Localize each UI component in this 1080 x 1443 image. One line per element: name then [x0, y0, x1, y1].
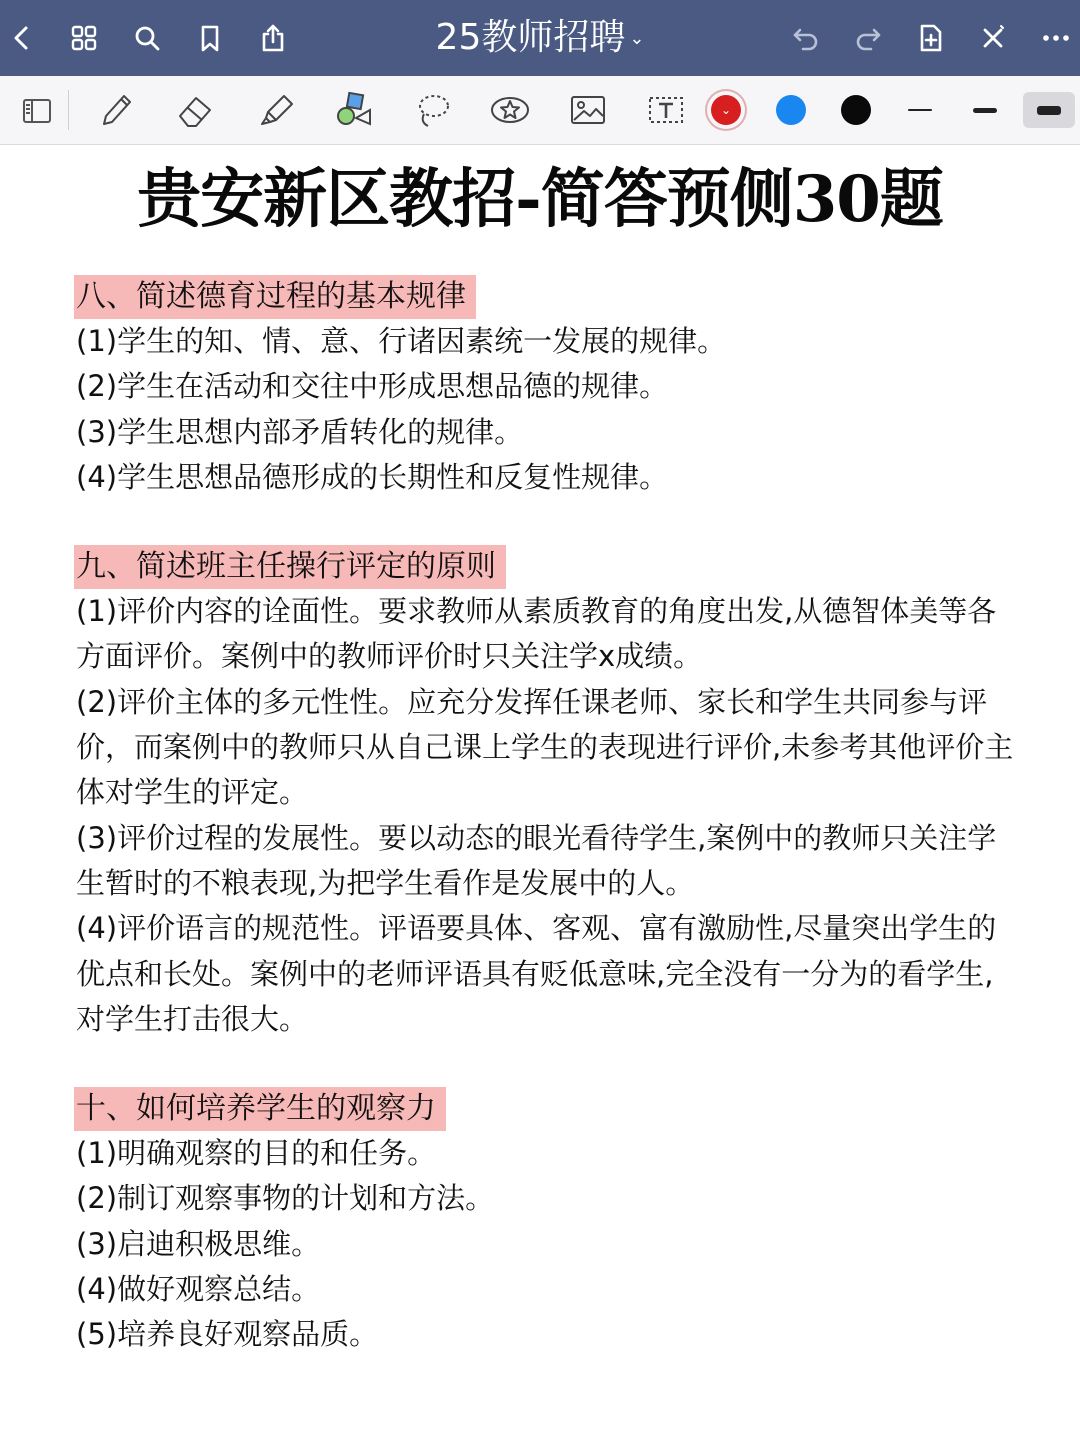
list-item: (4)学生思想品德形成的长期性和反复性规律。	[76, 459, 669, 494]
section-heading: 八、简述德育过程的基本规律	[74, 275, 476, 319]
eraser-icon[interactable]	[172, 88, 220, 132]
chevron-down-icon: ⌄	[720, 103, 732, 117]
lasso-icon[interactable]	[408, 88, 456, 132]
color-swatch-blue[interactable]	[776, 95, 806, 125]
list-item: (5)培养良好观察品质。	[76, 1317, 379, 1352]
list-item: (1)评价内容的诠面性。要求教师从素质教育的角度出发,从德智体美等各方面评价。案例中的教师评价时只关注学x成绩。	[76, 594, 997, 674]
section-heading: 九、简述班主任操行评定的原则	[74, 545, 506, 589]
section-heading: 十、如何培养学生的观察力	[74, 1087, 446, 1131]
notebook-title-text: 25教师招聘	[435, 17, 626, 58]
color-swatch-black[interactable]	[841, 95, 871, 125]
stroke-thick-icon	[1037, 106, 1061, 115]
highlighter-icon[interactable]	[252, 88, 300, 132]
section-eight	[76, 275, 1016, 500]
stroke-medium-icon	[973, 108, 997, 113]
chevron-down-icon: ⌄	[629, 28, 645, 49]
drawing-toolbar	[0, 76, 1080, 145]
grid-icon[interactable]	[64, 18, 104, 58]
search-icon[interactable]	[127, 18, 167, 58]
shapes-icon[interactable]	[330, 88, 378, 132]
section-nine	[76, 545, 1016, 1042]
list-item: (2)制订观察事物的计划和方法。	[76, 1181, 495, 1216]
share-icon[interactable]	[253, 18, 293, 58]
document-content	[76, 275, 1016, 1403]
stroke-width-thin[interactable]	[894, 92, 946, 128]
undo-icon[interactable]	[786, 18, 826, 58]
list-item: (2)学生在活动和交往中形成思想品德的规律。	[76, 369, 669, 404]
redo-icon[interactable]	[848, 18, 888, 58]
image-icon[interactable]	[564, 88, 612, 132]
color-swatch-red[interactable]	[711, 95, 741, 125]
stroke-width-medium[interactable]	[959, 92, 1011, 128]
top-nav-bar	[0, 0, 1080, 76]
sticker-icon[interactable]	[486, 88, 534, 132]
pen-icon[interactable]	[92, 88, 140, 132]
list-item: (2)评价主体的多元性性。应充分发挥任课老师、家长和学生共同参与评价，而案例中的教师只从自己课上学生的表现进行评价,未参考其他评价主体对学生的评定。	[76, 684, 1014, 810]
list-item: (3)启迪积极思维。	[76, 1226, 321, 1261]
more-icon[interactable]	[1036, 18, 1076, 58]
list-item: (1)明确观察的目的和任务。	[76, 1136, 437, 1171]
document-title: 贵安新区教招-简答预侧30题	[137, 162, 943, 237]
toolbar-divider	[68, 90, 69, 130]
bookmark-icon[interactable]	[190, 18, 230, 58]
close-x-icon[interactable]	[973, 18, 1013, 58]
list-item: (4)评价语言的规范性。评语要具体、客观、富有激励性,尽量突出学生的优点和长处。案例中的老师评语具有贬低意味,完全没有一分为的看学生,对学生打击很大。	[76, 911, 997, 1036]
back-icon[interactable]	[2, 18, 42, 58]
section-ten	[76, 1087, 1016, 1357]
list-item: (3)评价过程的发展性。要以动态的眼光看待学生,案例中的教师只关注学生暂时的不粮表现,为把学生看作是发展中的人。	[76, 820, 997, 900]
list-item: (1)学生的知、情、意、行诸因素统一发展的规律。	[76, 324, 727, 358]
list-item: (3)学生思想内部矛盾转化的规律。	[76, 414, 524, 449]
notebook-title[interactable]	[340, 14, 740, 62]
add-page-icon[interactable]	[911, 18, 951, 58]
stroke-width-thick[interactable]	[1023, 92, 1075, 128]
sidebar-toggle-icon[interactable]	[14, 88, 62, 132]
list-item: (4)做好观察总结。	[76, 1272, 321, 1307]
stroke-thin-icon	[908, 109, 932, 111]
text-box-icon[interactable]	[642, 88, 690, 132]
